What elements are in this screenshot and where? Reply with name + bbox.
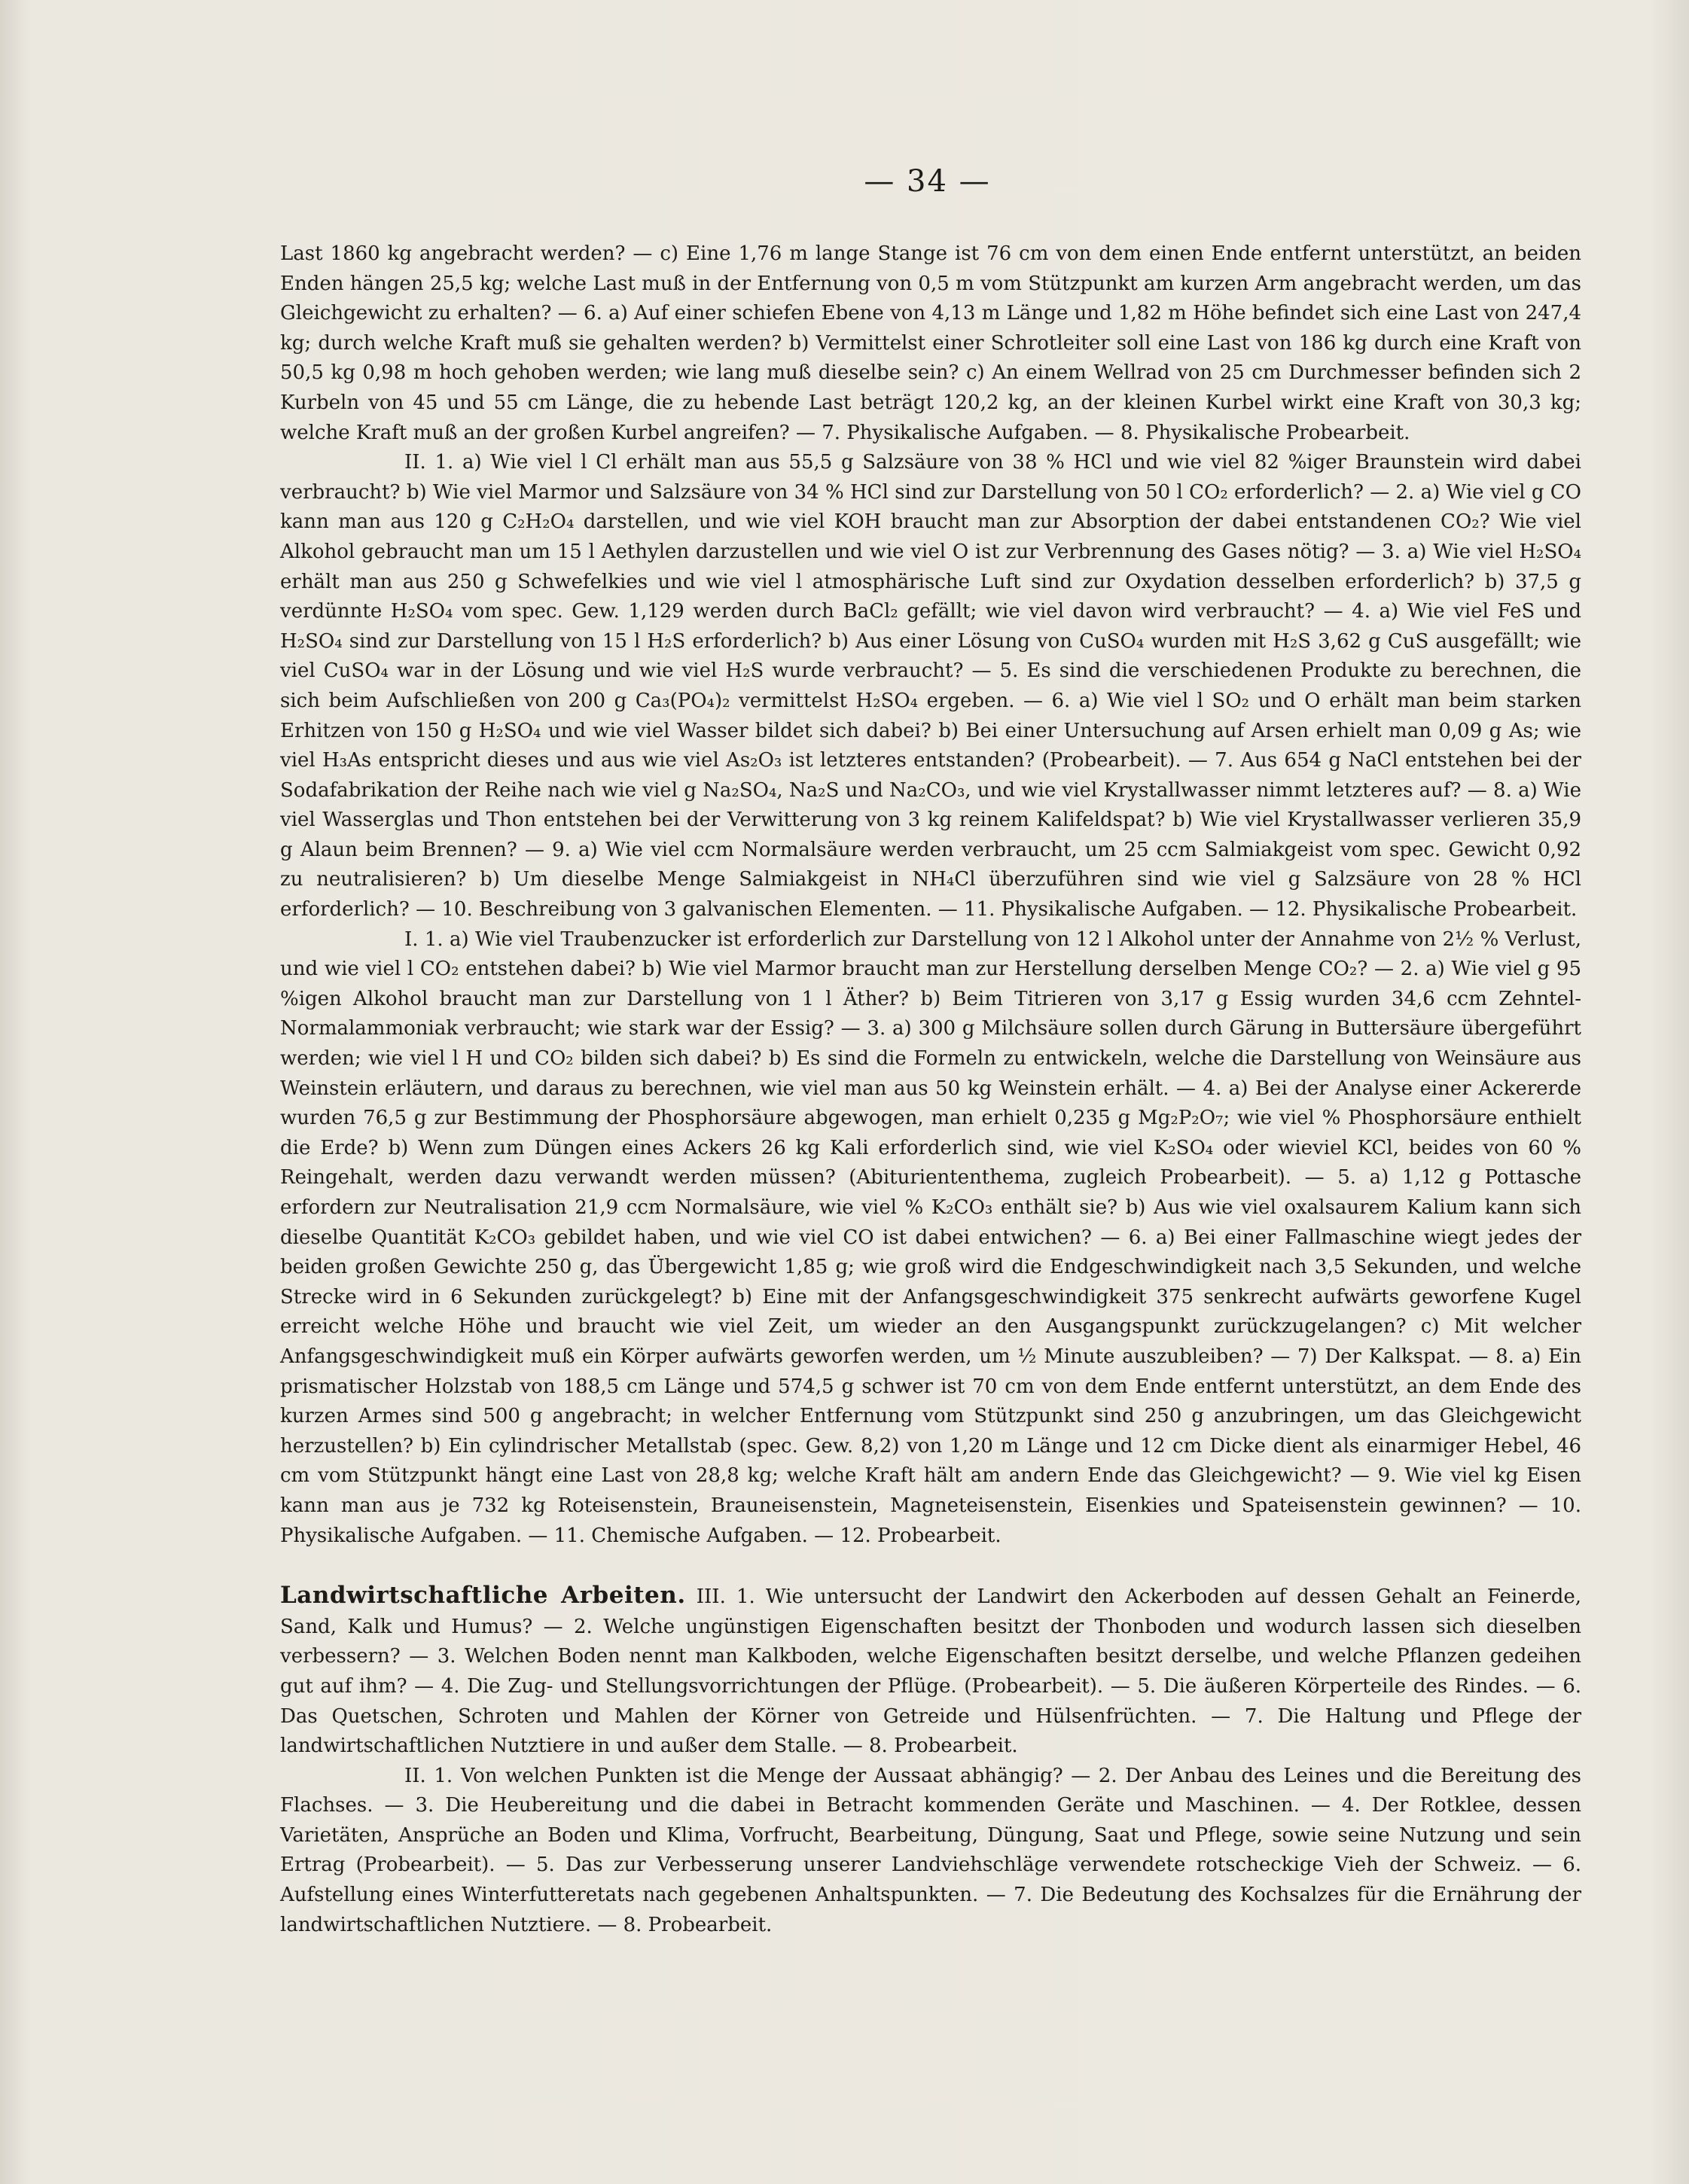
section-agriculture-III <box>280 1581 1581 1762</box>
page-number: — 34 — <box>864 164 991 199</box>
paragraph-class-II: II. 1. a) Wie viel l Cl erhält man aus 55,5 g Salzsäure von 38 % HCl und wie viel 82 %iger Braunstein wird dabei verbraucht? b) Wie viel Marmor und Salzsäure von 34 % HCl sind zur Darstellung von 50 l CO₂ erforderlich? — 2. a) Wie viel g CO kann man aus 120 g C₂H₂O₄ darstellen, und wie viel KOH braucht man zur Absorption der dabei entstandenen CO₂? Wie viel Alkohol gebraucht man um 15 l Aethylen darzustellen und wie viel O ist zur Verbrennung des Gases nötig? — 3. a) Wie viel H₂SO₄ erhält man aus 250 g Schwefelkies und wie viel l atmosphärische Luft sind zur Oxydation desselben erforderlich? b) 37,5 g verdünnte H₂SO₄ vom spec. Gew. 1,129 werden durch BaCl₂ gefällt; wie viel davon wird verbraucht? — 4. a) Wie viel FeS und H₂SO₄ sind zur Darstellung von 15 l H₂S erforderlich? b) Aus einer Lösung von CuSO₄ wurden mit H₂S 3,62 g CuS ausgefällt; wie viel CuSO₄ war in der Lösung und wie viel H₂S wurde verbraucht? — 5. Es sind die verschiedenen Produkte zu berechnen, die sich beim Aufschließen von 200 g Ca₃(PO₄)₂ vermittelst H₂SO₄ ergeben. — 6. a) Wie viel l SO₂ und O erhält man beim starken Erhitzen von 150 g H₂SO₄ und wie viel Wasser bildet sich dabei? b) Bei einer Untersuchung auf Arsen erhielt man 0,09 g As; wie viel H₃As entspricht dieses und aus wie viel As₂O₃ ist letzteres entstanden? (Probearbeit). — 7. Aus 654 g NaCl entstehen bei der Sodafabrikation der Reihe nach wie viel g Na₂SO₄, Na₂S und Na₂CO₃, und wie viel Krystallwasser nimmt letzteres auf? — 8. a) Wie viel Wasserglas und Thon entstehen bei der Verwitterung von 3 kg reinem Kalifeldspat? b) Wie viel Krystallwasser verlieren 35,9 g Alaun beim Brennen? — 9. a) Wie viel ccm Normalsäure werden verbraucht, um 25 ccm Salmiakgeist vom spec. Gewicht 0,92 zu neutralisieren? b) Um dieselbe Menge Salmiakgeist in NH₄Cl überzuführen sind wie viel g Salzsäure von 28 % HCl erforderlich? — 10. Beschreibung von 3 galvanischen Elementen. — 11. Physikalische Aufgaben. — 12. Physikalische Probearbeit. <box>280 451 1581 921</box>
body-text <box>280 239 1581 1940</box>
section-agriculture-II: II. 1. Von welchen Punkten ist die Menge der Aussaat abhängig? — 2. Der Anbau des Leines und die Bereitung des Flachses. — 3. Die Heubereitung und die dabei in Betracht kommenden Geräte und Maschinen. — 4. Der Rotklee, dessen Varietäten, Ansprüche an Boden und Klima, Vorfrucht, Bearbeitung, Düngung, Saat und Pflege, sowie seine Nutzung und sein Ertrag (Probearbeit). — 5. Das zur Verbesserung unserer Landviehschläge verwendete rotscheckige Vieh der Schweiz. — 6. Aufstellung eines Winterfutteretats nach gegebenen Anhaltspunkten. — 7. Die Bedeutung des Kochsalzes für die Ernährung der landwirtschaftlichen Nutztiere. — 8. Probearbeit. <box>280 1764 1581 1936</box>
paragraph-class-I: I. 1. a) Wie viel Traubenzucker ist erforderlich zur Darstellung von 12 l Alkohol unter der Annahme von 2½ % Verlust, und wie viel l CO₂ entstehen dabei? b) Wie viel Marmor braucht man zur Herstellung derselben Menge CO₂? — 2. a) Wie viel g 95 %igen Alkohol braucht man zur Darstellung von 1 l Äther? b) Beim Titrieren von 3,17 g Essig wurden 34,6 ccm Zehntel-Normalammoniak verbraucht; wie stark war der Essig? — 3. a) 300 g Milchsäure sollen durch Gärung in Buttersäure übergeführt werden; wie viel l H und CO₂ bilden sich dabei? b) Es sind die Formeln zu entwickeln, welche die Darstellung von Weinsäure aus Weinstein erläutern, und daraus zu berechnen, wie viel man aus 50 kg Weinstein erhält. — 4. a) Bei der Analyse einer Ackererde wurden 76,5 g zur Bestimmung der Phosphorsäure abgewogen, man erhielt 0,235 g Mg₂P₂O₇; wie viel % Phosphorsäure enthielt die Erde? b) Wenn zum Düngen eines Ackers 26 kg Kali erforderlich sind, wie viel K₂SO₄ oder wieviel KCl, beides von 60 % Reingehalt, werden dazu verwandt werden müssen? (Abituriententhema, zugleich Probearbeit). — 5. a) 1,12 g Pottasche erfordern zur Neutralisation 21,9 ccm Normalsäure, wie viel % K₂CO₃ enthält sie? b) Aus wie viel oxalsaurem Kalium kann sich dieselbe Quantität K₂CO₃ gebildet haben, und wie viel CO ist dabei entwichen? — 6. a) Bei einer Fallmaschine wiegt jedes der beiden großen Gewichte 250 g, das Übergewicht 1,85 g; wie groß wird die Endgeschwindigkeit nach 3,5 Sekunden, und welche Strecke wird in 6 Sekunden zurückgelegt? b) Eine mit der Anfangsgeschwindigkeit 375 senkrecht aufwärts geworfene Kugel erreicht welche Höhe und braucht wie viel Zeit, um wieder an den Ausgangspunkt zurückzugelangen? c) Mit welcher Anfangsgeschwindigkeit muß ein Körper aufwärts geworfen werden, um ½ Minute auszubleiben? — 7) Der Kalkspat. — 8. a) Ein prismatischer Holzstab von 188,5 cm Länge und 574,5 g schwer ist 70 cm von dem Ende entfernt unterstützt, an dem Ende des kurzen Armes sind 500 g angebracht; in welcher Entfernung vom Stützpunkt sind 250 g anzubringen, um das Gleichgewicht herzustellen? b) Ein cylindrischer Metallstab (spec. Gew. 8,2) von 1,20 m Länge und 12 cm Dicke dient als einarmiger Hebel, 46 cm vom Stützpunkt hängt eine Last von 28,8 kg; welche Kraft hält am andern Ende das Gleichgewicht? — 9. Wie viel kg Eisen kann man aus je 732 kg Roteisenstein, Brauneisenstein, Magneteisenstein, Eisenkies und Spateisenstein gewinnen? — 10. Physikalische Aufgaben. — 11. Chemische Aufgaben. — 12. Probearbeit. <box>280 928 1581 1547</box>
section-agriculture-III-text: III. 1. Wie untersucht der Landwirt den Ackerboden auf dessen Gehalt an Feinerde, Sand, Kalk und Humus? — 2. Welche ungünstigen Eigenschaften besitzt der Thonboden und wodurch lassen sich dieselben verbessern? — 3. Welchen Boden nennt man Kalkboden, welche Eigenschaften besitzt derselbe, und welche Pflanzen gedeihen gut auf ihm? — 4. Die Zug- und Stellungsvorrichtungen der Pflüge. (Probearbeit). — 5. Die äußeren Körperteile des Rindes. — 6. Das Quetschen, Schroten und Mahlen der Körner von Getreide und Hülsenfrüchten. — 7. Die Haltung und Pflege der landwirtschaftlichen Nutztiere in und außer dem Stalle. — 8. Probearbeit. <box>280 1585 1581 1758</box>
section-title: Landwirtschaftliche Arbeiten. <box>280 1582 686 1610</box>
paragraph-continuation: Last 1860 kg angebracht werden? — c) Eine 1,76 m lange Stange ist 76 cm von dem einen Ende entfernt unterstützt, an beiden Enden hängen 25,5 kg; welche Last muß in der Entfernung von 0,5 m vom Stützpunkt am kurzen Arm angebracht werden, um das Gleichgewicht zu erhalten? — 6. a) Auf einer schiefen Ebene von 4,13 m Länge und 1,82 m Höhe befindet sich eine Last von 247,4 kg; durch welche Kraft muß sie gehalten werden? b) Vermittelst einer Schrotleiter soll eine Last von 186 kg durch eine Kraft von 50,5 kg 0,98 m hoch gehoben werden; wie lang muß dieselbe sein? c) An einem Wellrad von 25 cm Durchmesser befinden sich 2 Kurbeln von 45 und 55 cm Länge, die zu hebende Last beträgt 120,2 kg, an der kleinen Kurbel wirkt eine Kraft von 30,3 kg; welche Kraft muß an der großen Kurbel angreifen? — 7. Physikalische Aufgaben. — 8. Physikalische Probearbeit. <box>280 242 1581 444</box>
